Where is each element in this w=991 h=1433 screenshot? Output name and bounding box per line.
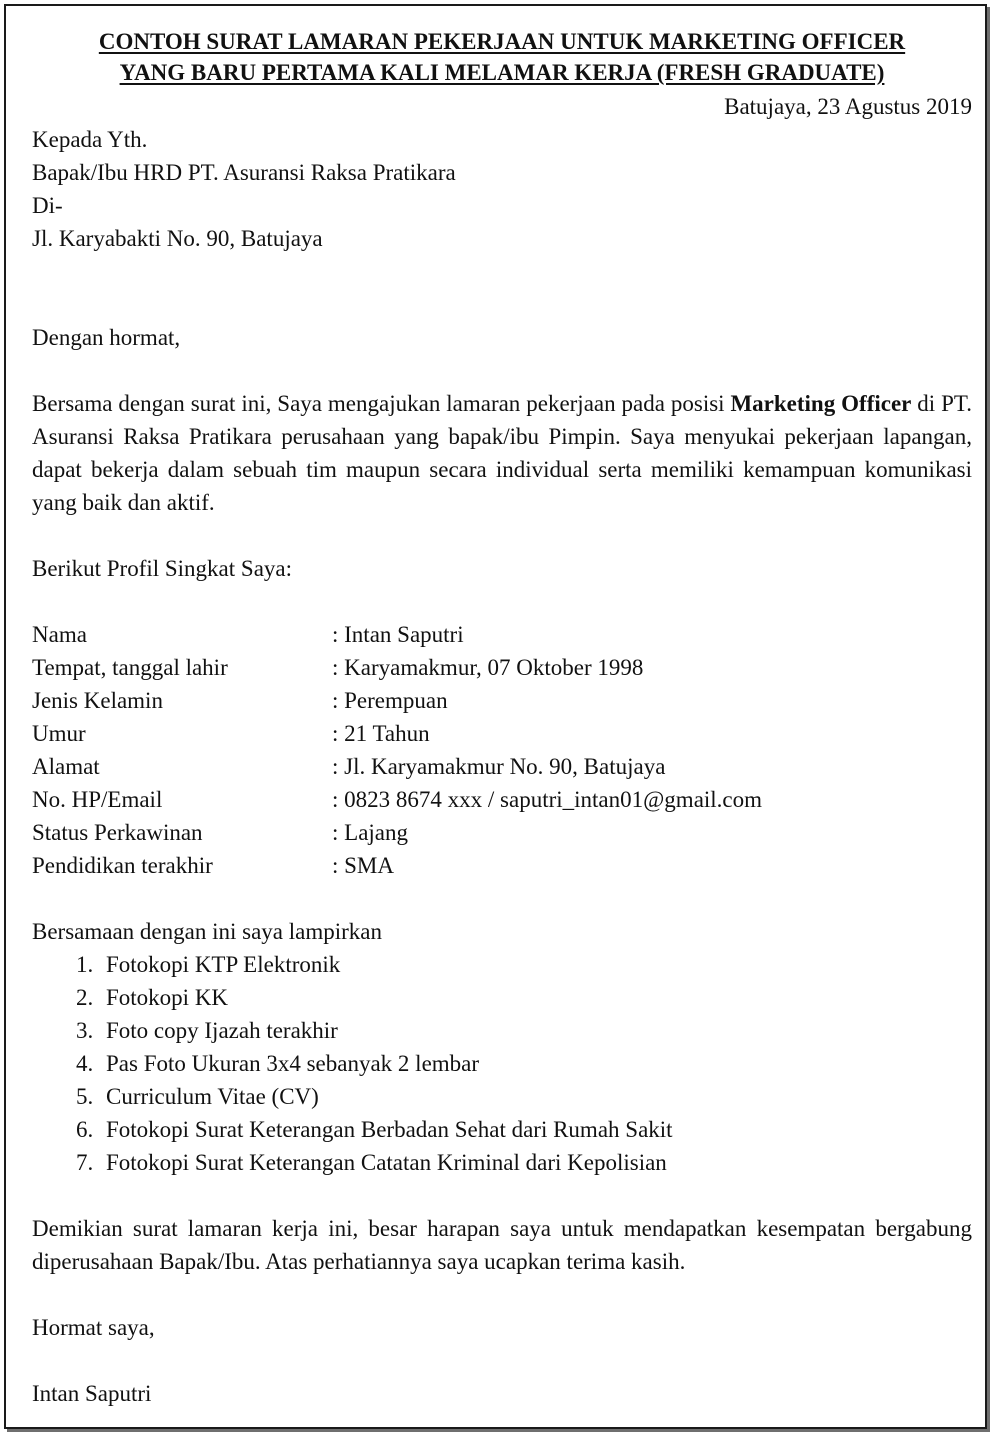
- list-item: [32, 1014, 972, 1047]
- recipient-line-4: Jl. Karyabakti No. 90, Batujaya: [32, 226, 323, 251]
- list-item: [32, 948, 972, 981]
- profile-value: : Karyamakmur, 07 Oktober 1998: [332, 655, 644, 680]
- list-item-text: Pas Foto Ukuran 3x4 sebanyak 2 lembar: [106, 1051, 480, 1076]
- list-item: [32, 1080, 972, 1113]
- profile-value: : SMA: [332, 853, 394, 878]
- list-item: [32, 1113, 972, 1146]
- profile-row: [32, 783, 972, 816]
- list-item-text: Fotokopi Surat Keterangan Catatan Kriminal dari Kepolisian: [106, 1150, 667, 1175]
- spacer: [32, 354, 972, 387]
- profile-label: Status Perkawinan: [32, 820, 203, 845]
- closing-paragraph: Demikian surat lamaran kerja ini, besar harapan saya untuk mendapatkan kesempatan bergabung diperusahaan Bapak/Ibu. Atas perhatiannya saya ucapkan terima kasih.: [32, 1216, 972, 1274]
- profile-value: : Lajang: [332, 820, 408, 845]
- list-item-number: 7.: [76, 1150, 94, 1175]
- profile-row: [32, 849, 972, 882]
- spacer: [32, 1344, 972, 1377]
- profile-value: : 0823 8674 xxx / saputri_intan01@gmail.com: [332, 787, 763, 812]
- recipient-block: [32, 123, 972, 255]
- intro-part-2: di PT. Asuransi Raksa Pratikara perusahaan yang bapak/ibu Pimpin. Saya menyukai pekerjaan lapangan, dapat bekerja dalam sebuah tim maupun secara individual serta memiliki kemampuan komunikasi yang baik dan aktif.: [32, 391, 972, 515]
- profile-row: [32, 618, 972, 651]
- profile-row: [32, 717, 972, 750]
- letter-content: [32, 26, 972, 1410]
- list-item: [32, 981, 972, 1014]
- intro-part-1: Bersama dengan surat ini, Saya mengajukan lamaran pekerjaan pada posisi: [32, 391, 731, 416]
- attachments-list: [32, 948, 972, 1179]
- profile-value: : 21 Tahun: [332, 721, 430, 746]
- profile-value: : Intan Saputri: [332, 622, 464, 647]
- list-item: [32, 1047, 972, 1080]
- document-frame: [4, 4, 987, 1429]
- title-line-1: CONTOH SURAT LAMARAN PEKERJAAN UNTUK MARKETING OFFICER: [98, 29, 906, 54]
- profile-row: [32, 750, 972, 783]
- profile-label: Alamat: [32, 754, 100, 779]
- profile-label: Nama: [32, 622, 87, 647]
- intro-position: Marketing Officer: [730, 391, 912, 416]
- spacer: [32, 255, 972, 321]
- profile-row: [32, 651, 972, 684]
- list-item-number: 4.: [76, 1051, 94, 1076]
- attachments-heading: Bersamaan dengan ini saya lampirkan: [32, 919, 382, 944]
- profile-label: Umur: [32, 721, 86, 746]
- list-item-number: 6.: [76, 1117, 94, 1142]
- profile-label: Tempat, tanggal lahir: [32, 655, 228, 680]
- signature-name: Intan Saputri: [32, 1381, 152, 1406]
- spacer: [32, 1179, 972, 1212]
- profile-label: No. HP/Email: [32, 787, 163, 812]
- profile-row: [32, 816, 972, 849]
- letter-date: Batujaya, 23 Agustus 2019: [724, 94, 972, 119]
- letter-title: [32, 26, 972, 88]
- profile-row: [32, 684, 972, 717]
- profile-value: : Perempuan: [332, 688, 448, 713]
- profile-value: : Jl. Karyamakmur No. 90, Batujaya: [332, 754, 666, 779]
- list-item-text: Foto copy Ijazah terakhir: [106, 1018, 338, 1043]
- title-line-2: YANG BARU PERTAMA KALI MELAMAR KERJA (FRESH GRADUATE): [119, 60, 885, 85]
- recipient-line-1: Kepada Yth.: [32, 127, 148, 152]
- list-item: [32, 1146, 972, 1179]
- list-item-number: 3.: [76, 1018, 94, 1043]
- list-item-number: 5.: [76, 1084, 94, 1109]
- spacer: [32, 1278, 972, 1311]
- list-item-text: Fotokopi KTP Elektronik: [106, 952, 341, 977]
- signoff: Hormat saya,: [32, 1315, 155, 1340]
- profile-label: Pendidikan terakhir: [32, 853, 213, 878]
- list-item-number: 1.: [76, 952, 94, 977]
- spacer: [32, 882, 972, 915]
- profile-heading: Berikut Profil Singkat Saya:: [32, 556, 293, 581]
- list-item-text: Curriculum Vitae (CV): [106, 1084, 319, 1109]
- greeting: Dengan hormat,: [32, 325, 181, 350]
- recipient-line-3: Di-: [32, 193, 63, 218]
- intro-paragraph: [32, 387, 972, 519]
- profile-label: Jenis Kelamin: [32, 688, 163, 713]
- list-item-text: Fotokopi KK: [106, 985, 229, 1010]
- spacer: [32, 585, 972, 618]
- list-item-number: 2.: [76, 985, 94, 1010]
- profile-table: [32, 618, 972, 882]
- spacer: [32, 519, 972, 552]
- list-item-text: Fotokopi Surat Keterangan Berbadan Sehat dari Rumah Sakit: [106, 1117, 673, 1142]
- recipient-line-2: Bapak/Ibu HRD PT. Asuransi Raksa Pratikara: [32, 160, 456, 185]
